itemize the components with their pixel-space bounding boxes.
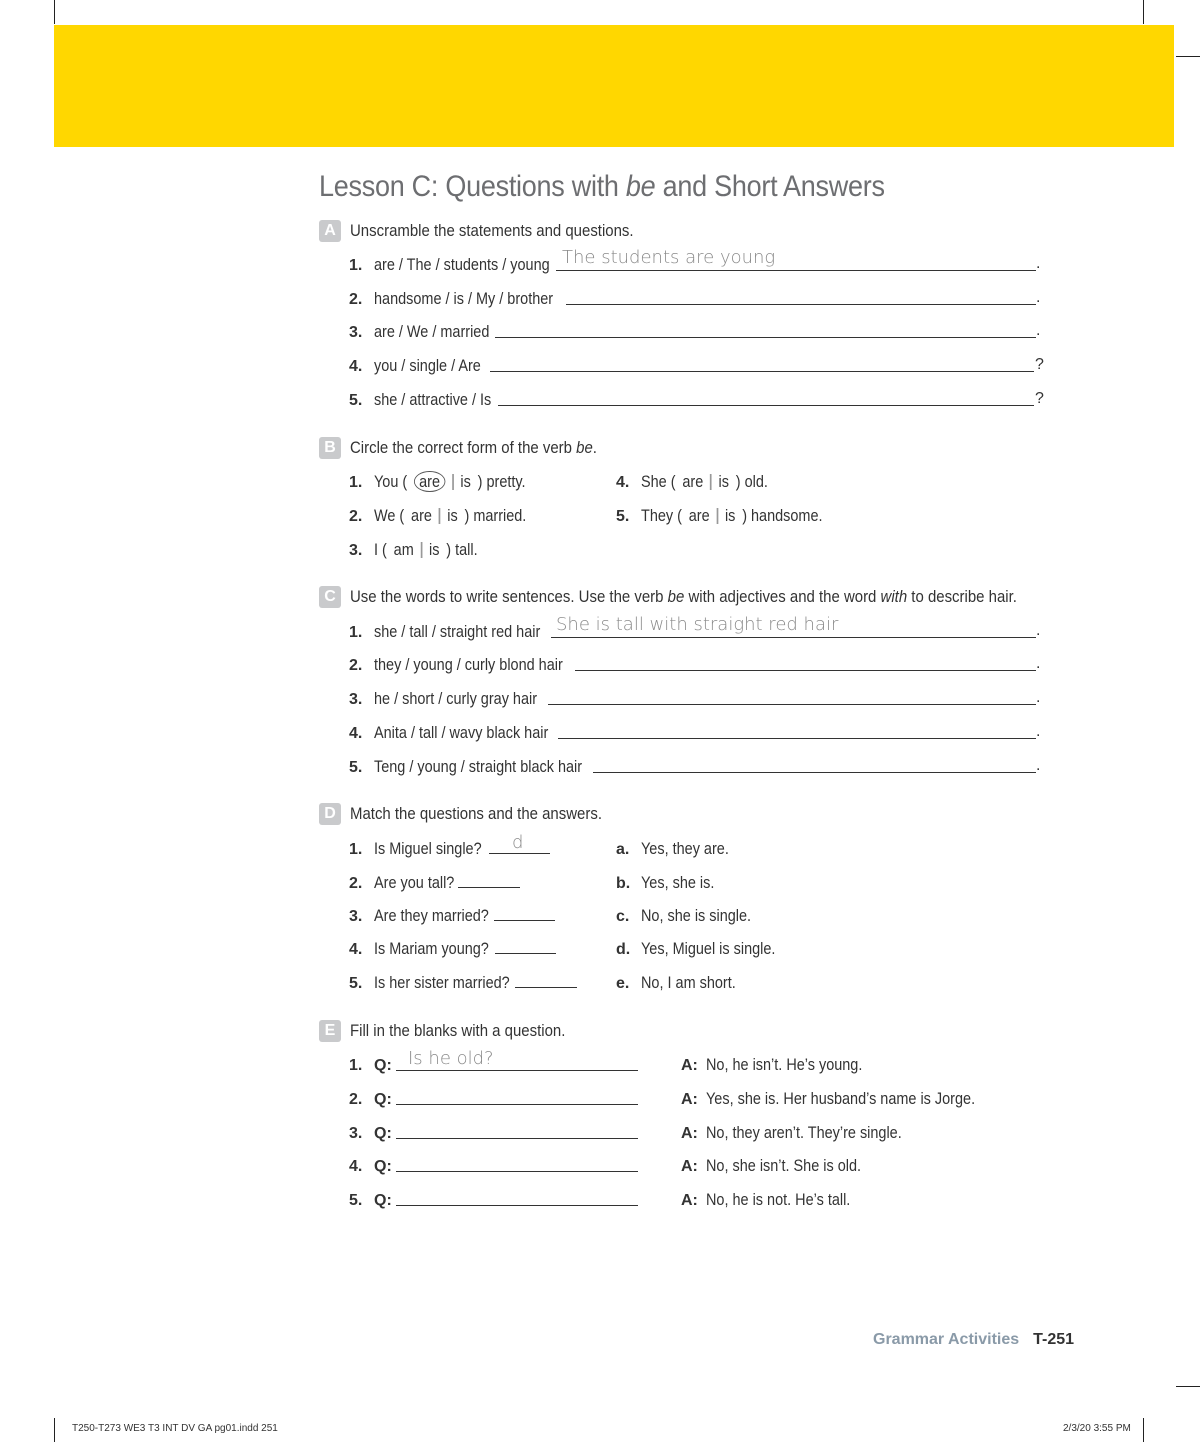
answer-blank[interactable] xyxy=(558,738,1036,739)
handwritten-answer: The students are young xyxy=(562,247,776,268)
question-item: 2. Are you tall? xyxy=(349,873,455,892)
qa-item: 5. Q: xyxy=(349,1192,392,1209)
handwritten-answer: Is he old? xyxy=(408,1048,494,1069)
exercise-item: 4. She ( are is ) old. xyxy=(616,472,768,491)
page-number: T-251 xyxy=(1033,1331,1075,1348)
section-a-heading xyxy=(319,220,672,242)
section-c-heading xyxy=(319,586,1108,608)
exercise-item: 5. They ( are is ) handsome. xyxy=(616,506,823,525)
section-instruction: Use the words to write sentences. Use the verb be with adjectives and the word with to describe hair. xyxy=(350,587,1017,606)
crop-mark xyxy=(1143,1418,1144,1442)
answer-blank[interactable] xyxy=(495,337,1036,338)
question-item: 1. Is Miguel single? xyxy=(349,839,482,858)
section-badge: E xyxy=(319,1020,341,1042)
header-banner xyxy=(54,25,1174,147)
answer-blank[interactable] xyxy=(593,772,1036,773)
section-instruction: Circle the correct form of the verb be. xyxy=(350,438,597,457)
option[interactable]: is xyxy=(447,506,458,525)
match-blank[interactable] xyxy=(494,920,555,921)
exercise-item: 2. We ( are is ) married. xyxy=(349,506,527,525)
footer-section-name: Grammar Activities xyxy=(873,1331,1020,1348)
answer-option: e. No, I am short. xyxy=(616,973,736,992)
answer-blank[interactable] xyxy=(575,670,1036,671)
question-blank[interactable] xyxy=(396,1205,638,1206)
match-blank[interactable] xyxy=(458,887,520,888)
question-item: 3. Are they married? xyxy=(349,906,489,925)
answer-blank[interactable] xyxy=(556,270,1036,271)
option[interactable]: is xyxy=(718,472,729,491)
crop-mark xyxy=(1176,56,1200,57)
section-b-heading xyxy=(319,437,631,459)
option[interactable]: is xyxy=(460,472,471,491)
crop-mark xyxy=(54,0,55,24)
exercise-item: 3. are / We / married xyxy=(349,322,490,341)
section-badge: A xyxy=(319,220,341,242)
option[interactable]: are xyxy=(411,506,432,525)
answer-option: d. Yes, Miguel is single. xyxy=(616,939,776,958)
answer-blank[interactable] xyxy=(551,637,1036,638)
option[interactable]: are xyxy=(682,472,704,491)
question-item: 5. Is her sister married? xyxy=(349,973,510,992)
question-blank[interactable] xyxy=(396,1138,638,1139)
answer-line: A: No, he isn’t. He’s young. xyxy=(681,1055,863,1074)
match-blank[interactable] xyxy=(489,853,550,854)
section-badge: B xyxy=(319,437,341,459)
section-e-heading xyxy=(319,1020,595,1042)
qa-item: 3. Q: xyxy=(349,1125,392,1142)
print-slug-file: T250-T273 WE3 T3 INT DV GA pg01.indd 251 xyxy=(72,1423,278,1434)
match-blank[interactable] xyxy=(495,953,556,954)
question-blank[interactable] xyxy=(396,1104,638,1105)
option[interactable]: is xyxy=(429,540,440,559)
exercise-item: 5. Teng / young / straight black hair xyxy=(349,757,583,776)
answer-line: A: Yes, she is. Her husband’s name is Jorge. xyxy=(681,1089,976,1108)
exercise-item: 4. you / single / Are xyxy=(349,356,481,375)
crop-mark xyxy=(54,1418,55,1442)
answer-line: A: No, she isn’t. She is old. xyxy=(681,1156,862,1175)
section-instruction: Match the questions and the answers. xyxy=(350,804,602,823)
handwritten-answer: d xyxy=(512,832,524,853)
exercise-item: 1. are / The / students / young xyxy=(349,255,550,274)
answer-blank[interactable] xyxy=(566,304,1036,305)
handwritten-answer: She is tall with straight red hair xyxy=(556,614,839,635)
exercise-item: 1. she / tall / straight red hair xyxy=(349,622,541,641)
crop-mark xyxy=(1176,1386,1200,1387)
question-blank[interactable] xyxy=(396,1070,638,1071)
circled-answer[interactable]: are xyxy=(414,471,445,492)
page-footer xyxy=(873,1331,1074,1349)
answer-line: A: No, they aren’t. They’re single. xyxy=(681,1123,902,1142)
exercise-item: 4. Anita / tall / wavy black hair xyxy=(349,723,549,742)
crop-mark xyxy=(1143,0,1144,24)
option[interactable]: are xyxy=(688,506,710,525)
option[interactable]: am xyxy=(393,540,414,559)
section-d-heading xyxy=(319,803,636,825)
answer-blank[interactable] xyxy=(490,371,1034,372)
page-title: Lesson C: Questions with be and Short Answers xyxy=(319,170,885,203)
exercise-item: 3. I ( am is ) tall. xyxy=(349,540,478,559)
exercise-item: 2. they / young / curly blond hair xyxy=(349,655,563,674)
exercise-item: 2. handsome / is / My / brother xyxy=(349,289,554,308)
question-item: 4. Is Mariam young? xyxy=(349,939,489,958)
section-instruction: Unscramble the statements and questions. xyxy=(350,221,634,240)
exercise-item: 1. You ( are is ) pretty. xyxy=(349,472,526,491)
exercise-item: 3. he / short / curly gray hair xyxy=(349,689,538,708)
qa-item: 1. Q: xyxy=(349,1057,392,1074)
exercise-item: 5. she / attractive / Is xyxy=(349,390,492,409)
qa-item: 2. Q: xyxy=(349,1091,392,1108)
answer-option: a. Yes, they are. xyxy=(616,839,729,858)
question-blank[interactable] xyxy=(396,1171,638,1172)
match-blank[interactable] xyxy=(515,987,577,988)
answer-line: A: No, he is not. He’s tall. xyxy=(681,1190,851,1209)
answer-blank[interactable] xyxy=(548,704,1036,705)
answer-blank[interactable] xyxy=(498,405,1034,406)
section-badge: C xyxy=(319,586,341,608)
option[interactable]: is xyxy=(724,506,736,525)
print-slug-date: 2/3/20 3:55 PM xyxy=(1063,1423,1131,1434)
section-badge: D xyxy=(319,803,341,825)
section-instruction: Fill in the blanks with a question. xyxy=(350,1021,566,1040)
answer-option: b. Yes, she is. xyxy=(616,873,715,892)
answer-option: c. No, she is single. xyxy=(616,906,752,925)
qa-item: 4. Q: xyxy=(349,1158,392,1175)
